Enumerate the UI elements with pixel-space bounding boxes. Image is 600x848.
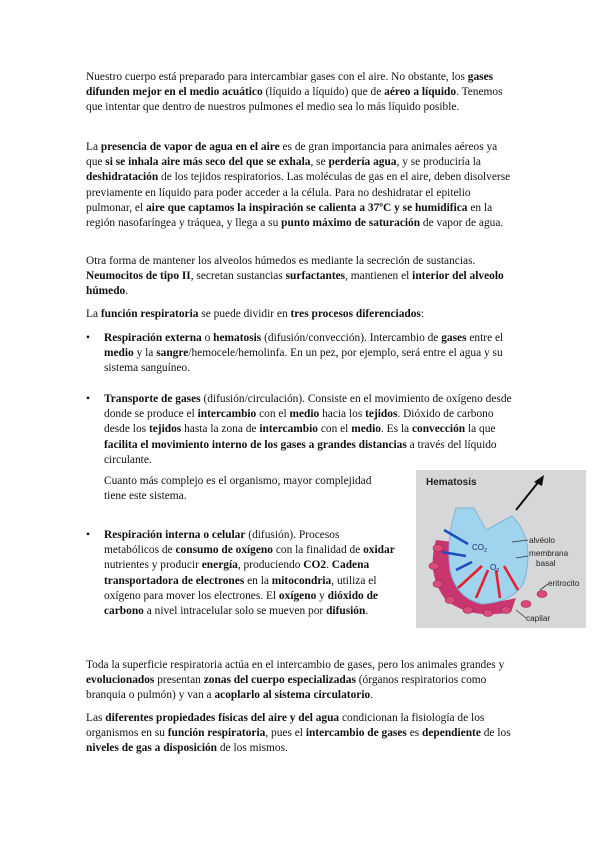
- text-run: .: [125, 285, 129, 298]
- text-run: de vapor de agua.: [420, 217, 504, 230]
- bullet-marker: •: [86, 393, 90, 405]
- text-run: .: [365, 605, 369, 618]
- bold-text-run: niveles de gas a disposición: [86, 742, 218, 755]
- text-run: nutrientes y producir: [104, 559, 202, 572]
- bullet-gas-transport: [104, 392, 516, 468]
- bold-text-run: medio: [104, 347, 134, 360]
- bold-text-run: Cadena transportadora de electrones: [104, 559, 370, 587]
- text-run: , secretan sustancias: [190, 270, 286, 283]
- bullet-marker: •: [86, 332, 90, 344]
- bold-text-run: evolucionados: [86, 674, 155, 687]
- text-run: Otra forma de mantener los alveolos húmedos es mediante la secreción de sustancias.: [86, 255, 476, 267]
- paragraph-pneumocytes: [86, 254, 516, 300]
- text-run: , pues el: [265, 727, 306, 740]
- bold-text-run: Respiración interna o celular: [104, 529, 246, 541]
- text-run: . Es la: [380, 423, 412, 436]
- paragraph-surface: [86, 658, 516, 704]
- text-run: Nuestro cuerpo está preparado para intercambiar gases con el aire. No obstante, los: [86, 71, 468, 83]
- text-run: presentan: [154, 674, 204, 687]
- text-run: /hemocele/hemolinfa. En un pez, por ejemplo, será entre el agua y su sistema sanguíneo.: [104, 347, 503, 375]
- bold-text-run: presencia de vapor de agua en el aire: [100, 141, 280, 153]
- bold-text-run: deshidratación: [86, 171, 159, 184]
- text-run: con el: [256, 408, 290, 421]
- text-run: la que: [465, 423, 496, 436]
- text-run: .: [326, 559, 332, 572]
- bold-text-run: tejidos: [148, 423, 182, 436]
- text-run: (difusión/circulación). Consiste en el movimiento de oxígeno desde donde se produce el: [104, 393, 512, 421]
- bold-text-run: diferentes propiedades físicas del aire y del agua: [105, 712, 340, 724]
- bold-text-run: CO2: [303, 559, 327, 572]
- hematosis-figure: [416, 470, 586, 628]
- text-run: (difusión/convección). Intercambio de: [261, 332, 442, 344]
- bold-text-run: consumo de oxígeno: [175, 544, 273, 557]
- bold-text-run: gases difunden mejor en el medio acuático: [86, 71, 494, 99]
- text-run: de los mismos.: [217, 742, 288, 755]
- bold-text-run: gases: [441, 332, 467, 344]
- text-run: (órganos respiratorios como branquia o pulmón) y van a: [86, 674, 487, 702]
- text-run: hasta la zona de: [181, 423, 260, 436]
- bold-text-run: tres procesos diferenciados: [290, 308, 421, 320]
- figure-title: Hematosis: [426, 477, 477, 488]
- text-run: , utiliza el oxígeno para mover los electrones. El: [104, 574, 377, 602]
- bold-text-run: sangre: [156, 347, 189, 360]
- label-capilar: capilar: [526, 614, 551, 623]
- bold-text-run: punto máximo de saturación: [281, 217, 421, 230]
- text-run: a través del líquido circulante.: [104, 438, 497, 466]
- bold-text-run: si se inhala aire más seco del que se exhala: [105, 156, 311, 169]
- text-run: (difusión). Procesos metabólicos de: [104, 529, 340, 557]
- bullet-cellular-respiration: [104, 528, 396, 619]
- bold-text-run: intercambio de gases: [305, 727, 407, 740]
- paragraph-intro: [86, 70, 516, 116]
- bold-text-run: facilita el movimiento interno de los gases a grandes distancias: [104, 438, 407, 451]
- bold-text-run: aire que captamos la inspiración se calienta a 37ºC y se humidifica: [145, 201, 468, 214]
- text-run: condicionan la fisiología de los organismos en su: [86, 712, 485, 740]
- bold-text-run: energía: [201, 559, 238, 572]
- text-run: Toda la superficie respiratoria actúa en el intercambio de gases, pero los animales grandes y: [86, 659, 505, 671]
- bold-text-run: difusión: [326, 605, 366, 618]
- bold-text-run: hematosis: [213, 332, 262, 344]
- bold-text-run: interior del alveolo húmedo: [86, 270, 504, 298]
- text-run: en la región nasofaríngea y tráquea, y llega a su: [86, 201, 493, 230]
- bold-text-run: medio: [351, 423, 381, 436]
- label-basal: basal: [536, 559, 556, 568]
- text-run: o: [201, 332, 214, 344]
- text-run: , y se produciría la: [396, 156, 481, 169]
- bullet-marker: •: [86, 529, 90, 541]
- bold-text-run: Respiración externa: [104, 332, 202, 344]
- hematosis-illustration: [416, 470, 586, 628]
- label-alveolo: alvéolo: [529, 536, 555, 545]
- text-run: con la finalidad de: [272, 544, 364, 557]
- bold-text-run: dióxido de carbono: [104, 589, 378, 618]
- text-run: . Dióxido de carbono desde los: [104, 408, 494, 436]
- bold-text-run: convección: [411, 423, 466, 436]
- text-run: y: [316, 589, 328, 602]
- text-run: es de gran importancia para animales aéreos ya que: [86, 141, 498, 169]
- bold-text-run: aéreo a líquido: [384, 86, 457, 99]
- bold-text-run: oxígeno: [278, 589, 317, 602]
- text-run: hacia los: [319, 408, 366, 421]
- bold-text-run: mitocondria: [271, 574, 332, 587]
- bold-text-run: medio: [289, 408, 320, 421]
- paragraph-respiratory-function: [86, 307, 516, 322]
- bold-text-run: perdería agua: [328, 156, 397, 169]
- text-run: entre el: [466, 332, 504, 344]
- text-run: con el: [317, 423, 352, 436]
- text-run: .: [370, 689, 374, 702]
- text-run: (líquido a líquido) que de: [262, 86, 385, 99]
- text-run: a nivel intracelular solo se mueven por: [143, 605, 327, 618]
- text-run: . Tenemos que intentar que dentro de nuestros pulmones el medio sea lo más líquido posible.: [86, 86, 503, 114]
- text-run: La: [86, 308, 101, 320]
- text-run: :: [420, 308, 425, 320]
- label-eritrocito: eritrocito: [548, 579, 580, 588]
- bold-text-run: acoplarlo al sistema circulatorio: [214, 689, 371, 702]
- bold-text-run: función respiratoria: [167, 727, 266, 740]
- bold-text-run: Neumocitos de tipo II: [86, 270, 191, 283]
- text-run: Cuanto más complejo es el organismo, mayor complejidad tiene este sistema.: [104, 475, 372, 503]
- bold-text-run: oxidar: [363, 544, 395, 557]
- bullet-external-respiration: [104, 331, 516, 377]
- text-run: , se: [310, 156, 329, 169]
- bold-text-run: intercambio: [259, 423, 318, 436]
- bold-text-run: tejidos: [365, 408, 398, 421]
- text-run: Las: [86, 712, 106, 724]
- text-run: se puede dividir en: [198, 308, 291, 320]
- bold-text-run: dependiente: [422, 727, 481, 740]
- text-run: , mantienen el: [345, 270, 413, 283]
- text-run: La: [86, 141, 101, 153]
- text-run: , produciendo: [237, 559, 304, 572]
- paragraph-physical-properties: [86, 711, 516, 757]
- bold-text-run: Transporte de gases: [104, 393, 201, 405]
- text-run: es: [406, 727, 423, 740]
- bold-text-run: intercambio: [197, 408, 257, 421]
- bold-text-run: zonas del cuerpo especializadas: [203, 674, 356, 687]
- bold-text-run: surfactantes: [285, 270, 346, 283]
- text-run: de los: [480, 727, 511, 740]
- text-run: de los tejidos respiratorios. Las moléculas de gas en el aire, deben disolverse previamente en líquido para poder acceder a la célula. Para no deshidratar el epitelio pulmonar, el: [86, 171, 511, 214]
- label-membrana: membrana: [529, 549, 569, 558]
- paragraph-complexity: [104, 474, 392, 504]
- text-run: en la: [244, 574, 272, 587]
- o2-label: $O_2$: [490, 563, 500, 574]
- bold-text-run: función respiratoria: [100, 308, 199, 320]
- text-run: y la: [133, 347, 157, 360]
- paragraph-water-vapor: [86, 140, 516, 231]
- co2-label: $CO_2$: [472, 543, 488, 554]
